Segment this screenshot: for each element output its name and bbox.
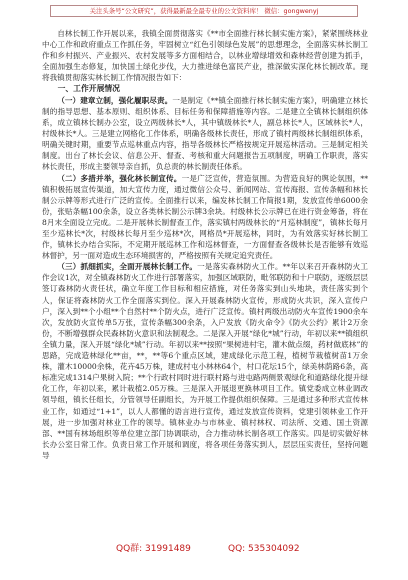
item-1-text: 一是制定《**镇全面推行林长制实施方案》，明确建立林长制的指导思想、基本原则、组织体系、目标任务和保障措施等内容。二是建立全镇林长制组织体系，成立镇林长制办公室，设立两级林长*人，其中镇级林长*人，副总林长*人，区域林长*人，村级林长*人。三是建立网格化工作体系，明确各级林长责任，形成了镇村两级林长制组织体系，明确关键时期，重要节点巡林重点内容，指导各级林长严格按规定开展巡林活动。三是制定相关制度。出台了林长会议、信息公开、督查、考核和重大问题报告五项制度，明确工作职责，落实林长责任，形成主要领导亲自抓，负总责的林长制责任体系。 <box>42 95 368 172</box>
intro-paragraph: 自林长制工作开展以来，我镇全面贯彻落实《**市全面推行林长制实施方案》，紧紧围绕林业中心工作和政府重点工作抓任务，牢固树立“红色引领绿色发展”的思想理念，全面落实林长制工作和乡村振兴、产业振兴、农村发展等多方面相结合，以林业增绿增效和森林经营创建为抓手，全面加强生态修复，加快国土绿化步伐，大力推进绿色富民产业，推深做实深化林长制改革。现将我镇贯彻落实林长制工作情况报告如下： <box>42 29 368 83</box>
item-3-text: 一是落实森林防火工作。**年以来召开森林防火工作会议1次，对全镇森林防火工作进行部署落实，加强区域联防，毗邻联防和十户联防，逐级层层签订森林防火责任状，确立年度工作目标和相应措施，对任务落实到山头地块，责任落实到个人，保证将森林防火工作全面落实到位。深入开展森林防火宣传，形成防火共识，深入宣传户户，深入到**个小组**个自然村**个防火点，进行广泛宣传。镇村两级出动防火车宣传1900余车次，发放防火宣传单5万张，宣传条幅300余条，入户发放《防火命令》《防火公约》累计2万余份，不断增强群众民森林防火意识和法制观念。二是深入开展“绿化*城”行动，年初以来**镇组织全镇力量，深入开展“绿化*城”行动。年初以来**按照“果树进村宅，灌木做点缀，药材做底林”的思路，完成造林绿化**亩，**，**等6个重点区域，建成绿化示范工程，植树节栽植树苗1万余株，灌木10000余株，花卉45万株，建成村屯小林林64个，村口花坛15个，绿美林荫路6条，高标准完成1314户果树入院；**个行政村同时进行联村路与进屯路两侧景观绿化和道路绿化提升绿化工作，年初以来，累计栽植2.05万株。三是深入开展退更换林项目工作。镇党委成立林业调改领导组，镇长任组长，分管领导任副组长，为开展工作提供组织保障。三是通过多种形式宣传林业工作，如通过“1+1”，以人人都懂的语言进行宣传，通过发放宣传资料，党建引领林业工作开展，进一步加强对林业工作的领导。镇林业办与市林业、镇村林权、司法所、交通、国土资源部、**国有林场组织等单位建立部门协调联动，合力推动林长制各项工作落实。四是切实做好林长办公室日常工作。负责日常工作开展和调度，将各项任务落实到人，层层压实责任，坚持问题导 <box>42 262 368 460</box>
section-heading: 一、工作开展情况 <box>57 84 120 94</box>
footer-qq-number: QQ: 535304092 <box>228 544 300 554</box>
footer-contact <box>0 542 408 556</box>
item-2-text: 一是广泛宣传，营造氛围。为营造良好的舆论氛围，**镇积极拓展宣传渠道，加大宣传力度，通过微信公众号、新闻网站、宣传海报、宣传条幅和林长制公示牌等形式进行广泛的宣传。全面推行以来，编发林长制工作简报1期，发放宣传单6000余份，张贴条幅100余条，设立各类林长制公示牌3余块。村级林长公示牌已在进行资金筹备，将在8月末全面设立完成。二是开展林长制督查工作，落实镇村两级林长的“月巡林制度”，镇林长每月至少巡林长*次，村级林长每月至少巡林*次，网格员*开展巡林，同时，为有效落实好林长制工作，镇林长办结合实际，不定期开展巡林工作和巡林督查，一方面督查各级林长是否能够有效巡林督护，另一面对造成生态环境损害的，严格按照有关规定追究责任。 <box>42 173 368 261</box>
document-body <box>42 28 368 533</box>
item-3-title: （三）抓细抓实，全面开展林长制工作。 <box>57 262 198 272</box>
item-1-title: （一）建章立制，强化履职尽责。 <box>57 95 173 105</box>
item-3-paragraph <box>42 261 368 461</box>
item-2-title: （二）多措并举，强化林长制宣传。 <box>57 173 182 183</box>
footer-qq-group: QQ群: 31991489 <box>116 544 191 554</box>
item-1-paragraph <box>42 95 368 173</box>
header-banner: 关注头条号“公文研究”，获得最新最全最专业的公文资料库！ 微信：gongwenyj <box>50 5 358 17</box>
item-2-paragraph <box>42 173 368 262</box>
